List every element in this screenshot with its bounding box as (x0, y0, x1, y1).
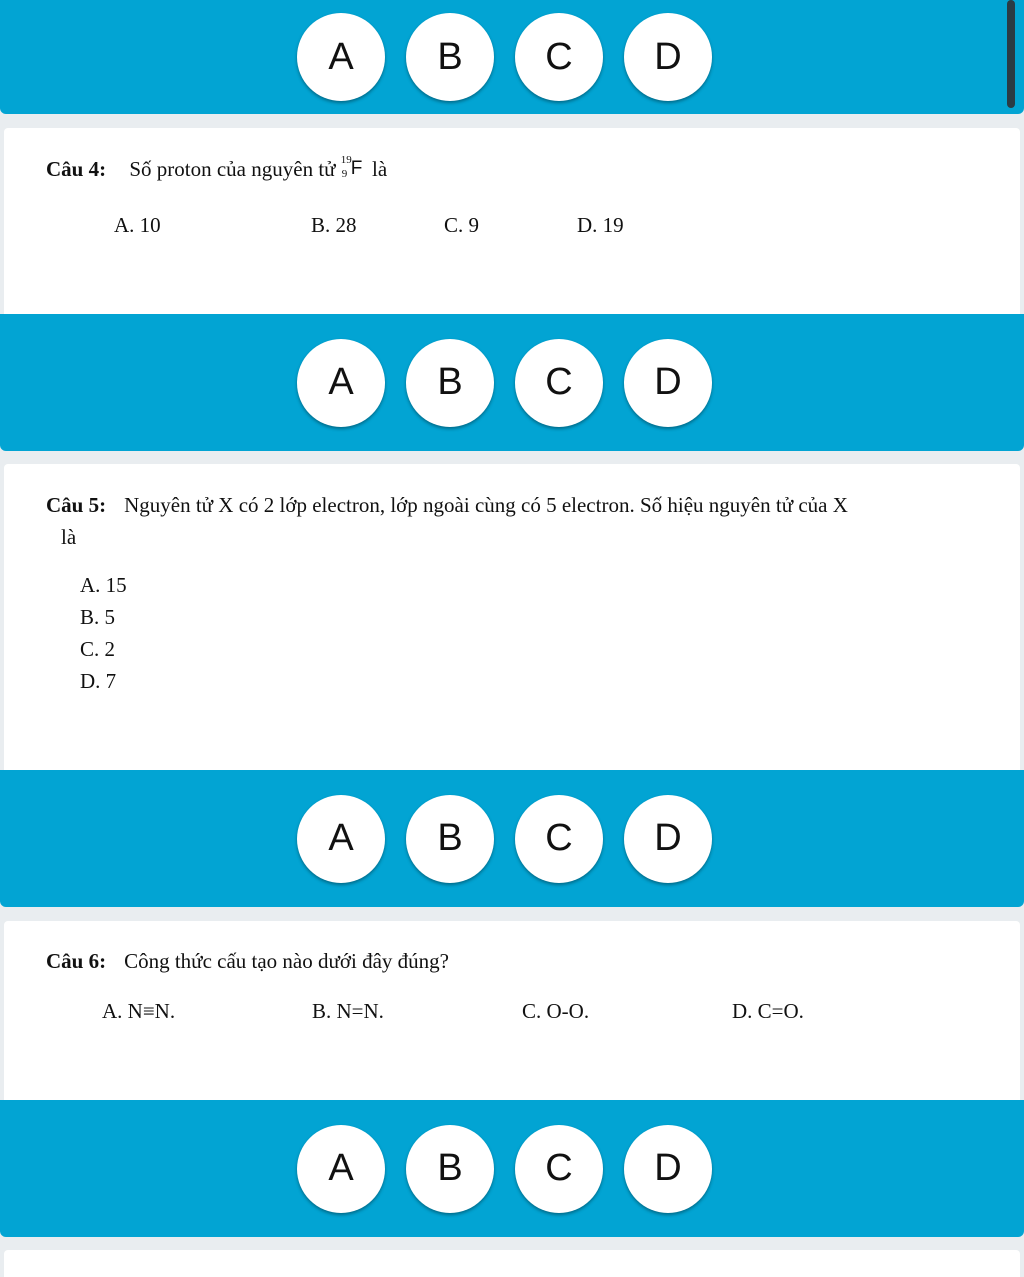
q5-option-a: A. 15 (80, 573, 127, 597)
answer-b-button[interactable]: B (406, 13, 494, 101)
q5-option-c: C. 2 (80, 637, 116, 661)
question-card-5 (4, 464, 1020, 770)
fluorine-nuclide (340, 154, 367, 180)
answer-d-button[interactable]: D (624, 795, 712, 883)
answer-a-button[interactable]: A (297, 795, 385, 883)
question-card-7 (4, 1250, 1020, 1277)
answer-bar-q3 (0, 0, 1024, 114)
answer-bar-q4 (0, 314, 1024, 451)
q4-option-d: D. 19 (577, 213, 624, 237)
question-5-number: Câu 5: (46, 493, 107, 517)
q6-option-b: B. N=N. (312, 999, 384, 1023)
answer-a-button[interactable]: A (297, 339, 385, 427)
answer-b-button[interactable]: B (406, 339, 494, 427)
question-card-4 (4, 128, 1020, 314)
question-6-text (46, 949, 449, 974)
answer-a-button[interactable]: A (297, 13, 385, 101)
question-4-text (46, 154, 388, 182)
question-4-number: Câu 4: (46, 157, 107, 181)
nuclide-symbol: F (350, 158, 363, 179)
answer-a-button[interactable]: A (297, 1125, 385, 1213)
question-4-text-before: Số proton của nguyên tử (129, 157, 336, 181)
answer-c-button[interactable]: C (515, 13, 603, 101)
question-6-text-body: Công thức cấu tạo nào dưới đây đúng? (124, 949, 449, 973)
q5-option-d: D. 7 (80, 669, 117, 693)
answer-bar-q6 (0, 1100, 1024, 1237)
q6-option-c: C. O-O. (522, 999, 590, 1023)
answer-c-button[interactable]: C (515, 1125, 603, 1213)
question-card-6 (4, 921, 1020, 1100)
question-5-text (46, 493, 848, 518)
nuclide-atomic-number: 9 (341, 168, 348, 180)
q6-option-a: A. N≡N. (102, 999, 176, 1023)
answer-c-button[interactable]: C (515, 339, 603, 427)
question-5-text-line1: Nguyên tử X có 2 lớp electron, lớp ngoài cùng có 5 electron. Số hiệu nguyên tử của X (124, 493, 848, 517)
q4-option-c: C. 9 (444, 213, 480, 237)
q6-option-d: D. C=O. (732, 999, 804, 1023)
answer-d-button[interactable]: D (624, 13, 712, 101)
answer-d-button[interactable]: D (624, 339, 712, 427)
answer-b-button[interactable]: B (406, 1125, 494, 1213)
q5-option-b: B. 5 (80, 605, 116, 629)
q4-option-a: A. 10 (114, 213, 161, 237)
nuclide-mass-number: 19 (340, 154, 352, 166)
q4-option-b: B. 28 (311, 213, 357, 237)
answer-c-button[interactable]: C (515, 795, 603, 883)
scrollbar-thumb[interactable] (1007, 0, 1015, 108)
question-6-number: Câu 6: (46, 949, 107, 973)
answer-b-button[interactable]: B (406, 795, 494, 883)
answer-d-button[interactable]: D (624, 1125, 712, 1213)
answer-bar-q5 (0, 770, 1024, 907)
question-5-text-line2: là (61, 525, 77, 549)
question-4-text-after: là (372, 157, 388, 181)
